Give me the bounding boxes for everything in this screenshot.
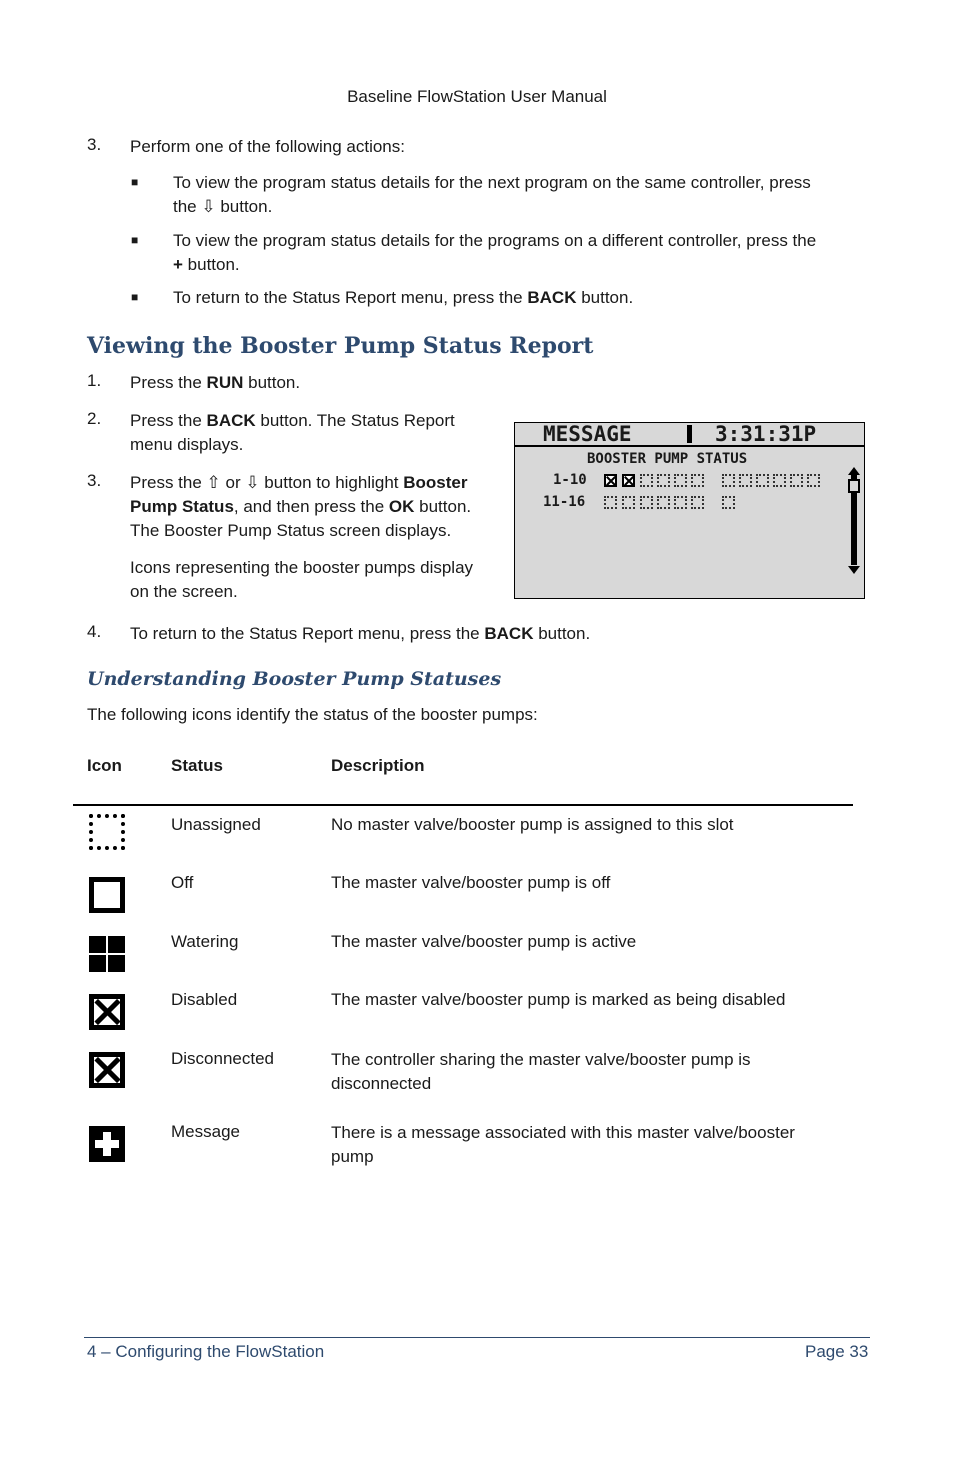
scroll-down-arrow-icon	[848, 566, 860, 574]
table-cell-status: Unassigned	[171, 815, 261, 834]
step-number: 3.	[87, 135, 102, 154]
step-number: 3.	[87, 471, 102, 490]
lcd-screen	[514, 422, 865, 599]
footer-page-number: Page 33	[805, 1342, 869, 1361]
table-cell-description: The master valve/booster pump is active	[331, 932, 637, 951]
lcd-unassigned-icon	[722, 474, 735, 487]
table-cell-description: The master valve/booster pump is marked as being disabled	[331, 990, 786, 1009]
table-cell-status: Watering	[171, 932, 239, 951]
bullet-item: To return to the Status Report menu, press the BACK button.	[173, 288, 634, 307]
lcd-unassigned-icon	[640, 474, 653, 487]
table-cell-status: Off	[171, 873, 194, 892]
table-cell-description: The master valve/booster pump is off	[331, 873, 611, 892]
bullet-item: To view the program status details for the next program on the same controller, press the ⇩ button.	[173, 173, 811, 216]
bullet-icon: ■	[131, 233, 139, 247]
bullet-item: To view the program status details for the programs on a different controller, press the + button.	[173, 231, 817, 274]
disabled-icon	[89, 994, 125, 1030]
lcd-separator	[687, 425, 692, 443]
off-icon	[89, 877, 125, 913]
watering-icon	[89, 936, 125, 972]
table-cell-description: The controller sharing the master valve/booster pump is disconnected	[331, 1050, 751, 1093]
scroll-up-arrow-icon	[848, 467, 860, 475]
page-header: Baseline FlowStation User Manual	[347, 87, 607, 106]
step-text: Press the BACK button. The Status Report menu displays.	[130, 411, 455, 454]
lcd-status-bar	[515, 423, 864, 447]
footer-chapter: 4 – Configuring the FlowStation	[87, 1342, 325, 1361]
subsection-intro: The following icons identify the status of the booster pumps:	[87, 705, 538, 724]
lcd-unassigned-icon	[674, 474, 687, 487]
step-number: 1.	[87, 371, 102, 390]
lcd-disabled-icon	[604, 474, 617, 487]
lcd-row-label: 1-10	[553, 472, 587, 488]
table-cell-description: No master valve/booster pump is assigned to this slot	[331, 815, 734, 834]
step-number: 2.	[87, 409, 102, 428]
section-heading: Viewing the Booster Pump Status Report	[87, 333, 594, 359]
table-header-rule	[73, 804, 853, 806]
lcd-unassigned-icon	[640, 496, 653, 509]
step-text: Press the ⇧ or ⇩ button to highlight Booster Pump Status, and then press the OK button. The Booster Pump Status screen displays.	[130, 473, 472, 540]
lcd-unassigned-icon	[674, 496, 687, 509]
table-header-icon: Icon	[87, 756, 122, 775]
lcd-unassigned-icon	[622, 496, 635, 509]
message-icon	[89, 1126, 125, 1162]
step-text: Perform one of the following actions:	[130, 137, 405, 156]
table-cell-status: Disabled	[171, 990, 238, 1009]
step-text: Press the RUN button.	[130, 373, 301, 392]
lcd-unassigned-icon	[604, 496, 617, 509]
lcd-unassigned-icon	[790, 474, 803, 487]
footer-rule	[84, 1337, 870, 1338]
lcd-unassigned-icon	[773, 474, 786, 487]
lcd-unassigned-icon	[756, 474, 769, 487]
lcd-unassigned-icon	[739, 474, 752, 487]
table-cell-description: There is a message associated with this master valve/booster pump	[331, 1123, 795, 1166]
step-text: To return to the Status Report menu, press the BACK button.	[130, 624, 591, 643]
step-paragraph: Icons representing the booster pumps display on the screen.	[130, 558, 474, 601]
table-cell-status: Disconnected	[171, 1049, 275, 1068]
lcd-time: 3:31:31P	[715, 422, 817, 446]
bullet-icon: ■	[131, 290, 139, 304]
lcd-row-label: 11-16	[543, 494, 586, 510]
lcd-unassigned-icon	[722, 496, 735, 509]
scrollbar-thumb	[848, 479, 860, 493]
lcd-unassigned-icon	[807, 474, 820, 487]
subsection-heading: Understanding Booster Pump Statuses	[87, 668, 502, 690]
step-number: 4.	[87, 622, 102, 641]
lcd-title: BOOSTER PUMP STATUS	[587, 451, 748, 467]
lcd-unassigned-icon	[691, 474, 704, 487]
table-header-description: Description	[331, 756, 425, 775]
table-header-status: Status	[171, 756, 223, 775]
lcd-unassigned-icon	[657, 474, 670, 487]
table-cell-status: Message	[171, 1122, 240, 1141]
disconnected-icon	[89, 1052, 125, 1088]
lcd-message-label: MESSAGE	[543, 422, 632, 446]
lcd-unassigned-icon	[691, 496, 704, 509]
lcd-disabled-icon	[622, 474, 635, 487]
lcd-unassigned-icon	[657, 496, 670, 509]
bullet-icon: ■	[131, 175, 139, 189]
unassigned-icon	[89, 814, 125, 850]
